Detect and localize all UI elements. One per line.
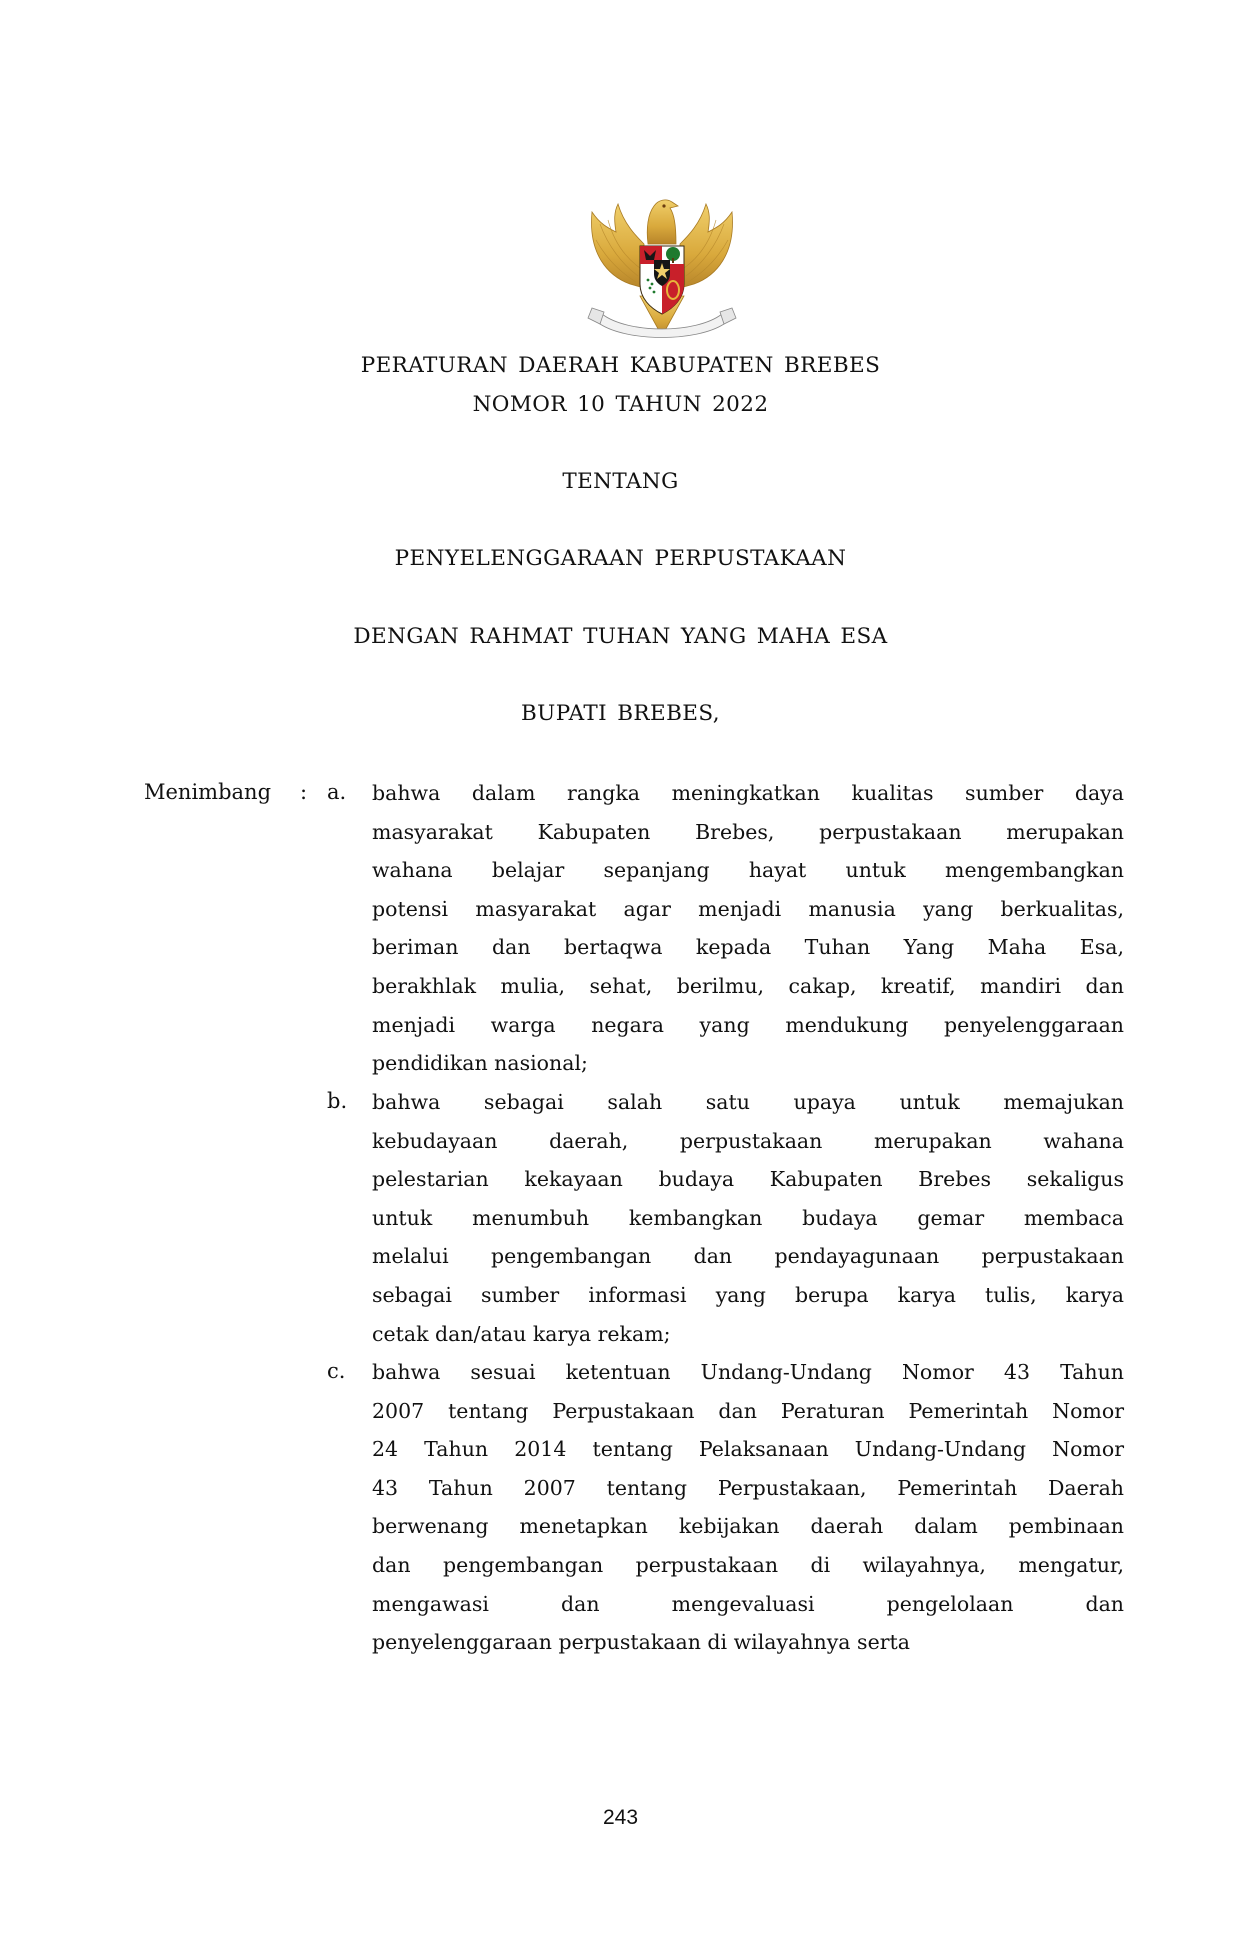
item-letter: b. <box>327 1089 348 1113</box>
text-line: kebudayaan daerah, perpustakaan merupakan wahana <box>372 1128 1124 1153</box>
item-text <box>372 1353 1124 1662</box>
garuda-pancasila-emblem <box>578 184 746 344</box>
item-letter: a. <box>327 780 347 804</box>
text-line: masyarakat Kabupaten Brebes, perpustakaan merupakan <box>372 819 1124 844</box>
text-line: pelestarian kekayaan budaya Kabupaten Brebes sekaligus <box>372 1167 1124 1192</box>
text-line: cetak dan/atau karya rekam; <box>372 1321 671 1346</box>
item-text <box>372 1083 1124 1353</box>
subject-heading: PENYELENGGARAAN PERPUSTAKAAN <box>394 546 847 571</box>
considering-colon: : <box>300 780 308 804</box>
text-line: pendidikan nasional; <box>372 1051 588 1076</box>
regulation-title: PERATURAN DAERAH KABUPATEN BREBES <box>360 353 881 378</box>
text-line: sebagai sumber informasi yang berupa karya tulis, karya <box>372 1282 1124 1307</box>
text-line: untuk menumbuh kembangkan budaya gemar membaca <box>372 1205 1124 1230</box>
about-heading: TENTANG <box>562 469 679 494</box>
item-letter: c. <box>327 1359 346 1383</box>
text-line: bahwa dalam rangka meningkatkan kualitas sumber daya <box>372 781 1124 805</box>
text-line: penyelenggaraan perpustakaan di wilayahnya serta <box>372 1630 910 1655</box>
text-line: bahwa sebagai salah satu upaya untuk memajukan <box>372 1090 1124 1114</box>
text-line: beriman dan bertaqwa kepada Tuhan Yang Maha Esa, <box>372 935 1124 960</box>
considering-label: Menimbang <box>144 780 272 804</box>
text-line: berwenang menetapkan kebijakan daerah dalam pembinaan <box>372 1514 1124 1539</box>
item-text <box>372 774 1124 1083</box>
official-heading: BUPATI BREBES, <box>520 701 720 726</box>
text-line: melalui pengembangan dan pendayagunaan perpustakaan <box>372 1244 1124 1269</box>
text-line: wahana belajar sepanjang hayat untuk mengembangkan <box>372 858 1124 883</box>
regulation-number: NOMOR 10 TAHUN 2022 <box>472 392 769 417</box>
text-line: 24 Tahun 2014 tentang Pelaksanaan Undang-Undang Nomor <box>372 1437 1124 1462</box>
text-line: menjadi warga negara yang mendukung penyelenggaraan <box>372 1012 1124 1037</box>
text-line: mengawasi dan mengevaluasi pengelolaan dan <box>372 1591 1124 1616</box>
text-line: potensi masyarakat agar menjadi manusia yang berkualitas, <box>372 896 1124 921</box>
text-line: 2007 tentang Perpustakaan dan Peraturan Pemerintah Nomor <box>372 1398 1124 1423</box>
invocation-heading: DENGAN RAHMAT TUHAN YANG MAHA ESA <box>353 624 888 649</box>
coat-of-arms-icon <box>578 184 746 344</box>
text-line: 43 Tahun 2007 tentang Perpustakaan, Pemerintah Daerah <box>372 1475 1124 1500</box>
page-number: 243 <box>602 1806 639 1829</box>
text-line: bahwa sesuai ketentuan Undang-Undang Nomor 43 Tahun <box>372 1360 1124 1384</box>
text-line: berakhlak mulia, sehat, berilmu, cakap, kreatif, mandiri dan <box>372 973 1124 998</box>
text-line: dan pengembangan perpustakaan di wilayahnya, mengatur, <box>372 1552 1124 1577</box>
